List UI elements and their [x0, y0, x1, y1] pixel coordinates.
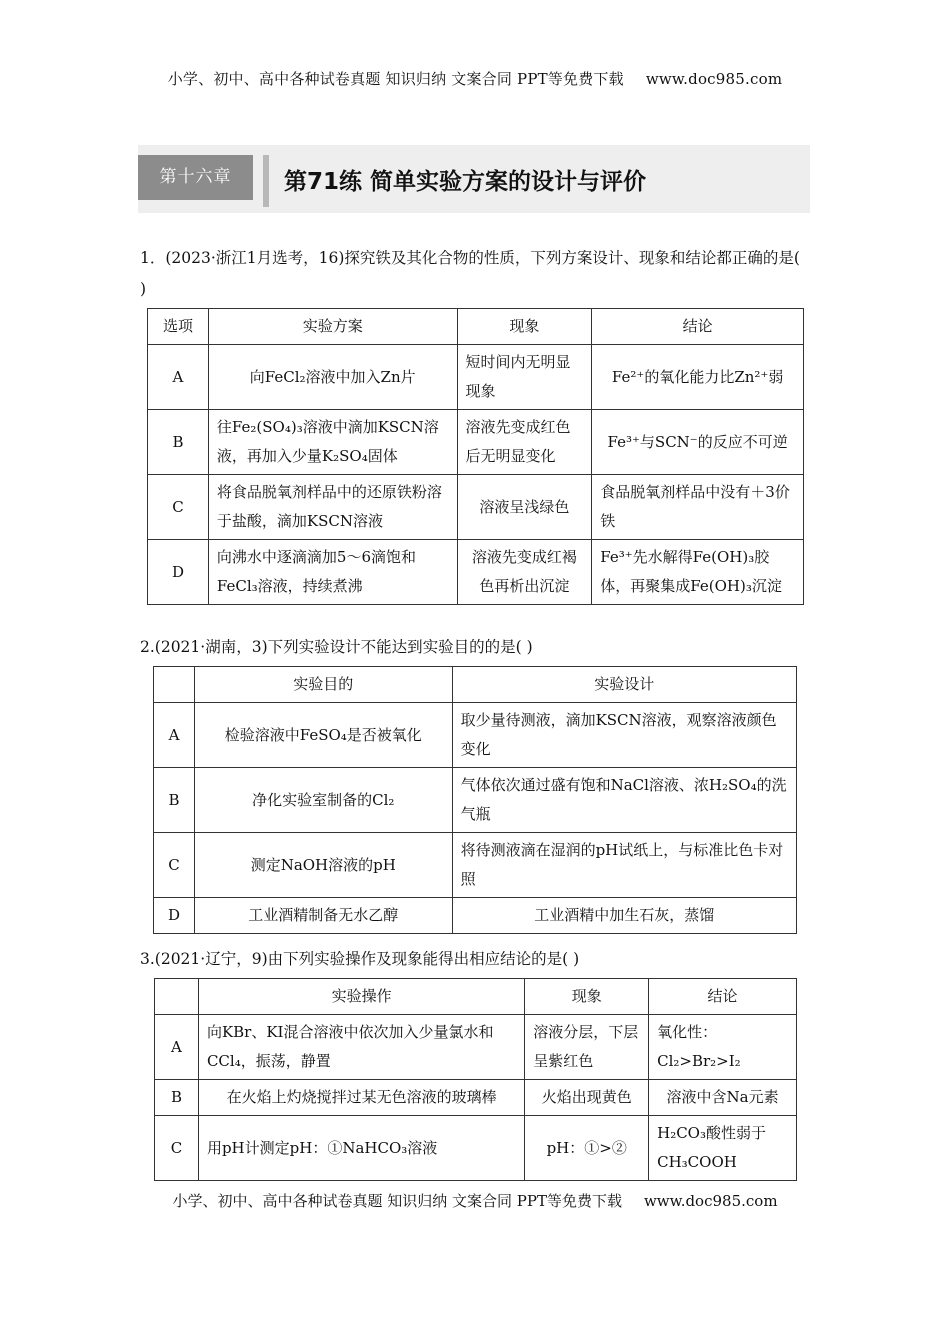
cell-conclusion: 氧化性：Cl₂>Br₂>I₂ — [649, 1015, 797, 1080]
option-b: B — [154, 768, 195, 833]
option-c: C — [155, 1116, 199, 1181]
cell-conclusion: Fe²⁺的氧化能力比Zn²⁺弱 — [592, 345, 804, 410]
cell-conclusion: H₂CO₃酸性弱于CH₃COOH — [649, 1116, 797, 1181]
exercise-title: 第71练 简单实验方案的设计与评价 — [284, 169, 647, 195]
footer-text: 小学、初中、高中各种试卷真题 知识归纳 文案合同 PPT等免费下载 — [172, 1192, 622, 1210]
cell-plan: 向FeCl₂溶液中加入Zn片 — [208, 345, 457, 410]
option-c: C — [148, 475, 209, 540]
cell-phenomenon: pH：①>② — [525, 1116, 649, 1181]
cell-design: 将待测液滴在湿润的pH试纸上，与标准比色卡对照 — [452, 833, 796, 898]
cell-operation: 向KBr、KI混合溶液中依次加入少量氯水和CCl₄，振荡，静置 — [198, 1015, 524, 1080]
table-row — [154, 768, 797, 833]
banner-divider — [263, 155, 269, 207]
cell-design: 工业酒精中加生石灰，蒸馏 — [452, 898, 796, 934]
cell-goal: 测定NaOH溶液的pH — [194, 833, 452, 898]
cell-phenomenon: 火焰出现黄色 — [525, 1080, 649, 1116]
col-phenomenon: 现象 — [525, 979, 649, 1015]
col-conclusion: 结论 — [592, 309, 804, 345]
question-3-table — [154, 978, 797, 1181]
table-header-row — [148, 309, 804, 345]
question-2-table — [153, 666, 797, 934]
header-text: 小学、初中、高中各种试卷真题 知识归纳 文案合同 PPT等免费下载 — [167, 70, 624, 88]
cell-design: 取少量待测液，滴加KSCN溶液，观察溶液颜色变化 — [452, 703, 796, 768]
cell-goal: 净化实验室制备的Cl₂ — [194, 768, 452, 833]
col-goal: 实验目的 — [194, 667, 452, 703]
cell-phenomenon: 溶液分层，下层呈紫红色 — [525, 1015, 649, 1080]
cell-phenomenon: 溶液先变成红褐色再析出沉淀 — [457, 540, 592, 605]
question-1-stem: 1．(2023·浙江1月选考，16)探究铁及其化合物的性质，下列方案设计、现象和结论都正确的是( ) — [140, 249, 800, 298]
cell-goal: 工业酒精制备无水乙醇 — [194, 898, 452, 934]
cell-conclusion: 食品脱氧剂样品中没有＋3价铁 — [592, 475, 804, 540]
cell-conclusion: Fe³⁺先水解得Fe(OH)₃胶体，再聚集成Fe(OH)₃沉淀 — [592, 540, 804, 605]
col-plan: 实验方案 — [208, 309, 457, 345]
table-row — [155, 1080, 797, 1116]
table-row — [148, 345, 804, 410]
table-row — [155, 1015, 797, 1080]
col-option — [154, 667, 195, 703]
table-row — [148, 540, 804, 605]
cell-phenomenon: 溶液呈浅绿色 — [457, 475, 592, 540]
option-a: A — [155, 1015, 199, 1080]
page-footer — [0, 1190, 950, 1211]
cell-goal: 检验溶液中FeSO₄是否被氧化 — [194, 703, 452, 768]
table-row — [155, 1116, 797, 1181]
page-header — [0, 68, 950, 89]
table-row — [154, 703, 797, 768]
option-a: A — [148, 345, 209, 410]
cell-operation: 用pH计测定pH：①NaHCO₃溶液 — [198, 1116, 524, 1181]
table-row — [148, 410, 804, 475]
cell-phenomenon: 短时间内无明显现象 — [457, 345, 592, 410]
option-b: B — [148, 410, 209, 475]
cell-plan: 向沸水中逐滴滴加5～6滴饱和FeCl₃溶液，持续煮沸 — [208, 540, 457, 605]
option-c: C — [154, 833, 195, 898]
col-design: 实验设计 — [452, 667, 796, 703]
question-2-stem: 2.(2021·湖南，3)下列实验设计不能达到实验目的的是( ) — [140, 638, 533, 656]
col-option — [155, 979, 199, 1015]
cell-plan: 将食品脱氧剂样品中的还原铁粉溶于盐酸，滴加KSCN溶液 — [208, 475, 457, 540]
col-conclusion: 结论 — [649, 979, 797, 1015]
col-phenomenon: 现象 — [457, 309, 592, 345]
cell-phenomenon: 溶液先变成红色后无明显变化 — [457, 410, 592, 475]
cell-conclusion: 溶液中含Na元素 — [649, 1080, 797, 1116]
col-operation: 实验操作 — [198, 979, 524, 1015]
footer-site: www.doc985.com — [643, 1192, 778, 1210]
chapter-label: 第十六章 — [138, 155, 253, 200]
question-3-stem: 3.(2021·辽宁，9)由下列实验操作及现象能得出相应结论的是( ) — [140, 950, 580, 968]
header-site: www.doc985.com — [645, 70, 783, 88]
table-row — [148, 475, 804, 540]
option-b: B — [155, 1080, 199, 1116]
option-a: A — [154, 703, 195, 768]
table-header-row — [154, 667, 797, 703]
cell-operation: 在火焰上灼烧搅拌过某无色溶液的玻璃棒 — [198, 1080, 524, 1116]
table-header-row — [155, 979, 797, 1015]
col-option: 选项 — [148, 309, 209, 345]
table-row — [154, 833, 797, 898]
question-1-table — [147, 308, 804, 605]
cell-design: 气体依次通过盛有饱和NaCl溶液、浓H₂SO₄的洗气瓶 — [452, 768, 796, 833]
chapter-banner — [138, 145, 810, 213]
option-d: D — [154, 898, 195, 934]
table-row — [154, 898, 797, 934]
cell-conclusion: Fe³⁺与SCN⁻的反应不可逆 — [592, 410, 804, 475]
option-d: D — [148, 540, 209, 605]
cell-plan: 往Fe₂(SO₄)₃溶液中滴加KSCN溶液，再加入少量K₂SO₄固体 — [208, 410, 457, 475]
